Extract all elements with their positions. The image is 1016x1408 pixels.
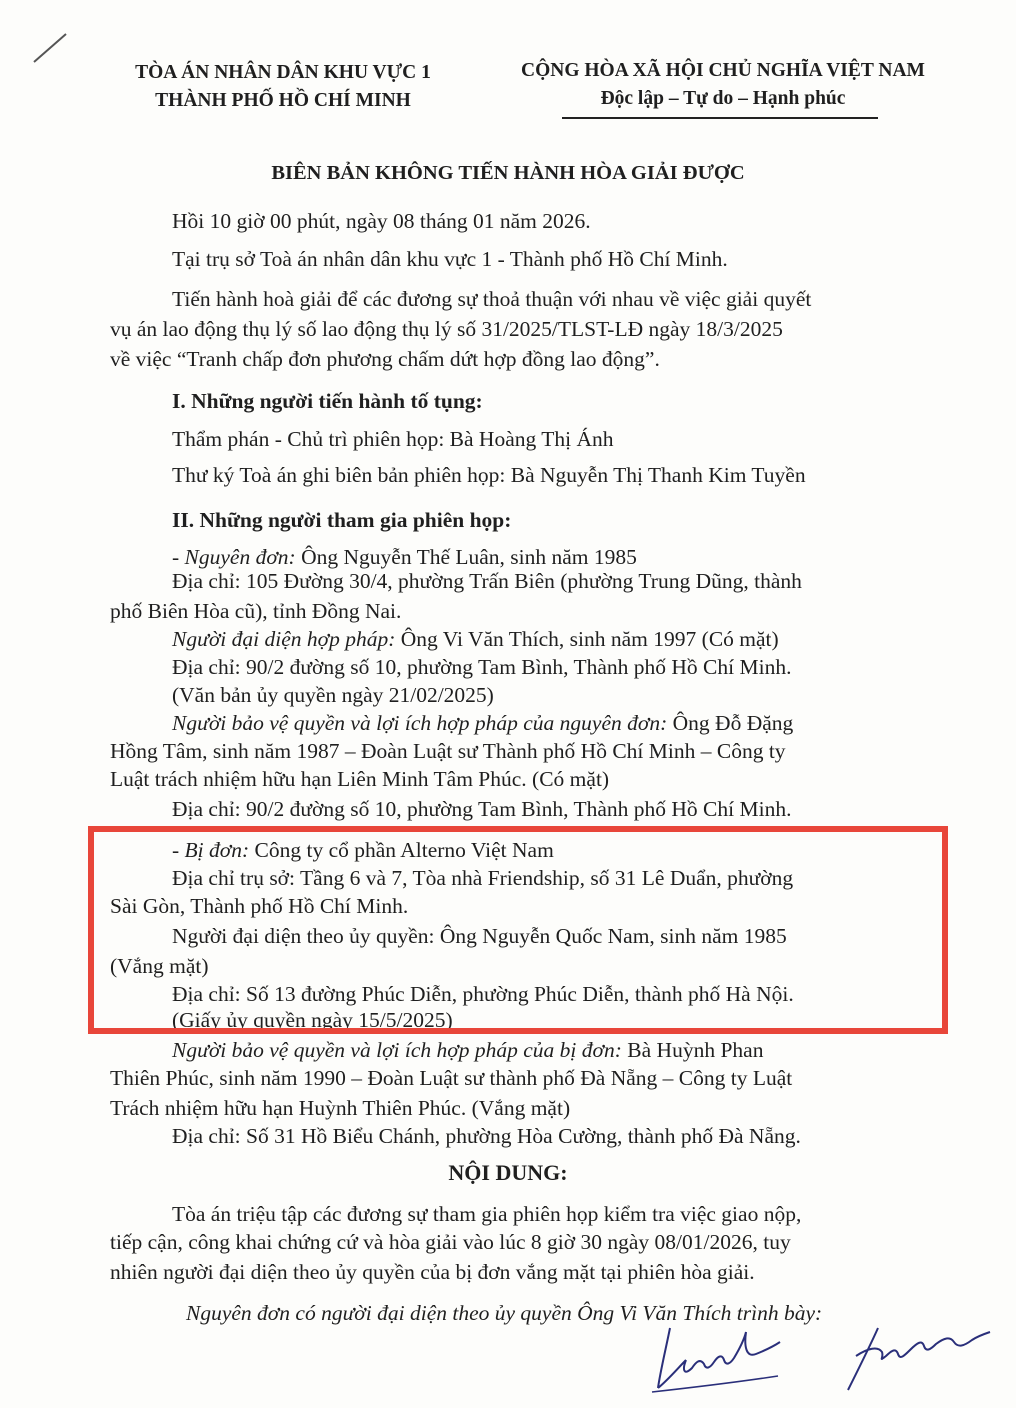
- representative-line: [172, 625, 779, 653]
- motto: Độc lập – Tự do – Hạnh phúc: [600, 88, 846, 109]
- defendant-protector-line3: Trách nhiệm hữu hạn Huỳnh Thiên Phúc. (Vắng mặt): [110, 1096, 571, 1120]
- intro-place: Tại trụ sở Toà án nhân dân khu vực 1 - Thành phố Hồ Chí Minh.: [172, 247, 728, 271]
- section1-heading: I. Những người tiến hành tố tụng:: [172, 389, 483, 413]
- representative-document: (Văn bản ủy quyền ngày 21/02/2025): [172, 683, 494, 707]
- content-heading: NỘI DUNG:: [448, 1160, 568, 1185]
- protector-label: Người bảo vệ quyền và lợi ích hợp pháp của nguyên đơn:: [172, 711, 668, 735]
- protector-line3: Luật trách nhiệm hữu hạn Liên Minh Tâm Phúc. (Có mặt): [110, 767, 610, 791]
- content-paragraph1-line1: Tòa án triệu tập các đương sự tham gia phiên họp kiểm tra việc giao nộp,: [172, 1202, 802, 1226]
- defendant-representative-document: (Giấy ủy quyền ngày 15/5/2025): [172, 1008, 453, 1032]
- defendant-protector-label: Người bảo vệ quyền và lợi ích hợp pháp của bị đơn:: [172, 1038, 622, 1062]
- intro-purpose-line3: về việc “Tranh chấp đơn phương chấm dứt hợp đồng lao động”.: [110, 347, 660, 371]
- clerk-line: Thư ký Toà án ghi biên bản phiên họp: Bà Nguyễn Thị Thanh Kim Tuyền: [172, 463, 806, 487]
- defendant-protector-address: Địa chỉ: Số 31 Hồ Biểu Chánh, phường Hòa Cường, thành phố Đà Nẵng.: [172, 1124, 801, 1148]
- defendant-representative-line1: Người đại diện theo ủy quyền: Ông Nguyễn Quốc Nam, sinh năm 1985: [172, 924, 787, 948]
- intro-time: Hồi 10 giờ 00 phút, ngày 08 tháng 01 năm 2026.: [172, 209, 591, 233]
- defendant-label: - Bị đơn:: [172, 838, 250, 862]
- signature-right: [838, 1316, 998, 1396]
- representative-label: Người đại diện hợp pháp:: [172, 627, 396, 651]
- court-name-line1: TÒA ÁN NHÂN DÂN KHU VỰC 1: [135, 62, 431, 83]
- intro-purpose-line1: Tiến hành hoà giải để các đương sự thoả thuận với nhau về việc giải quyết: [172, 287, 812, 311]
- section2-heading: II. Những người tham gia phiên họp:: [172, 508, 512, 532]
- highlight-box: [88, 826, 948, 1034]
- content-paragraph1-line2: tiếp cận, công khai chứng cứ và hòa giải vào lúc 8 giờ 30 ngày 08/01/2026, tuy: [110, 1230, 791, 1254]
- plaintiff-address-line2: phố Biên Hòa cũ), tỉnh Đồng Nai.: [110, 599, 402, 623]
- signature-left: [648, 1318, 788, 1398]
- defendant-value: Công ty cổ phần Alterno Việt Nam: [249, 838, 554, 862]
- document-title: BIÊN BẢN KHÔNG TIẾN HÀNH HÒA GIẢI ĐƯỢC: [271, 162, 745, 184]
- protector-address: Địa chỉ: 90/2 đường số 10, phường Tam Bình, Thành phố Hồ Chí Minh.: [172, 797, 792, 821]
- plaintiff-value: Ông Nguyễn Thế Luân, sinh năm 1985: [295, 545, 637, 569]
- protector-line2: Hồng Tâm, sinh năm 1987 – Đoàn Luật sư Thành phố Hồ Chí Minh – Công ty: [110, 739, 786, 763]
- intro-purpose-line2: vụ án lao động thụ lý số lao động thụ lý số 31/2025/TLST-LĐ ngày 18/3/2025: [110, 317, 783, 341]
- defendant-address-line2: Sài Gòn, Thành phố Hồ Chí Minh.: [110, 894, 409, 918]
- protector-value: Ông Đỗ Đặng: [667, 711, 794, 735]
- content-paragraph2: Nguyên đơn có người đại diện theo ủy quyền Ông Vi Văn Thích trình bày:: [186, 1301, 823, 1325]
- country-name: CỘNG HÒA XÃ HỘI CHỦ NGHĨA VIỆT NAM: [521, 60, 925, 81]
- content-paragraph1-line3: nhiên người đại diện theo ủy quyền của bị đơn vắng mặt tại phiên hòa giải.: [110, 1260, 755, 1284]
- defendant-protector-value: Bà Huỳnh Phan: [621, 1038, 764, 1062]
- defendant-protector-line1: [172, 1036, 763, 1064]
- defendant-representative-line2: (Vắng mặt): [110, 954, 209, 978]
- representative-value: Ông Vi Văn Thích, sinh năm 1997 (Có mặt): [395, 627, 779, 651]
- plaintiff-label: - Nguyên đơn:: [172, 545, 296, 569]
- protector-line1: [172, 709, 793, 737]
- defendant-address-line1: Địa chỉ trụ sở: Tầng 6 và 7, Tòa nhà Friendship, số 31 Lê Duẩn, phường: [172, 866, 794, 890]
- defendant-representative-address: Địa chỉ: Số 13 đường Phúc Diễn, phường Phúc Diễn, thành phố Hà Nội.: [172, 982, 794, 1006]
- court-name-line2: THÀNH PHỐ HỒ CHÍ MINH: [155, 90, 411, 111]
- motto-underline: [562, 117, 878, 119]
- defendant-protector-line2: Thiên Phúc, sinh năm 1990 – Đoàn Luật sư thành phố Đà Nẵng – Công ty Luật: [110, 1066, 793, 1090]
- representative-address: Địa chỉ: 90/2 đường số 10, phường Tam Bình, Thành phố Hồ Chí Minh.: [172, 655, 792, 679]
- pen-mark: [30, 30, 70, 66]
- plaintiff-address-line1: Địa chỉ: 105 Đường 30/4, phường Trấn Biên (phường Trung Dũng, thành: [172, 569, 802, 593]
- judge-line: Thẩm phán - Chủ trì phiên họp: Bà Hoàng Thị Ánh: [172, 427, 614, 451]
